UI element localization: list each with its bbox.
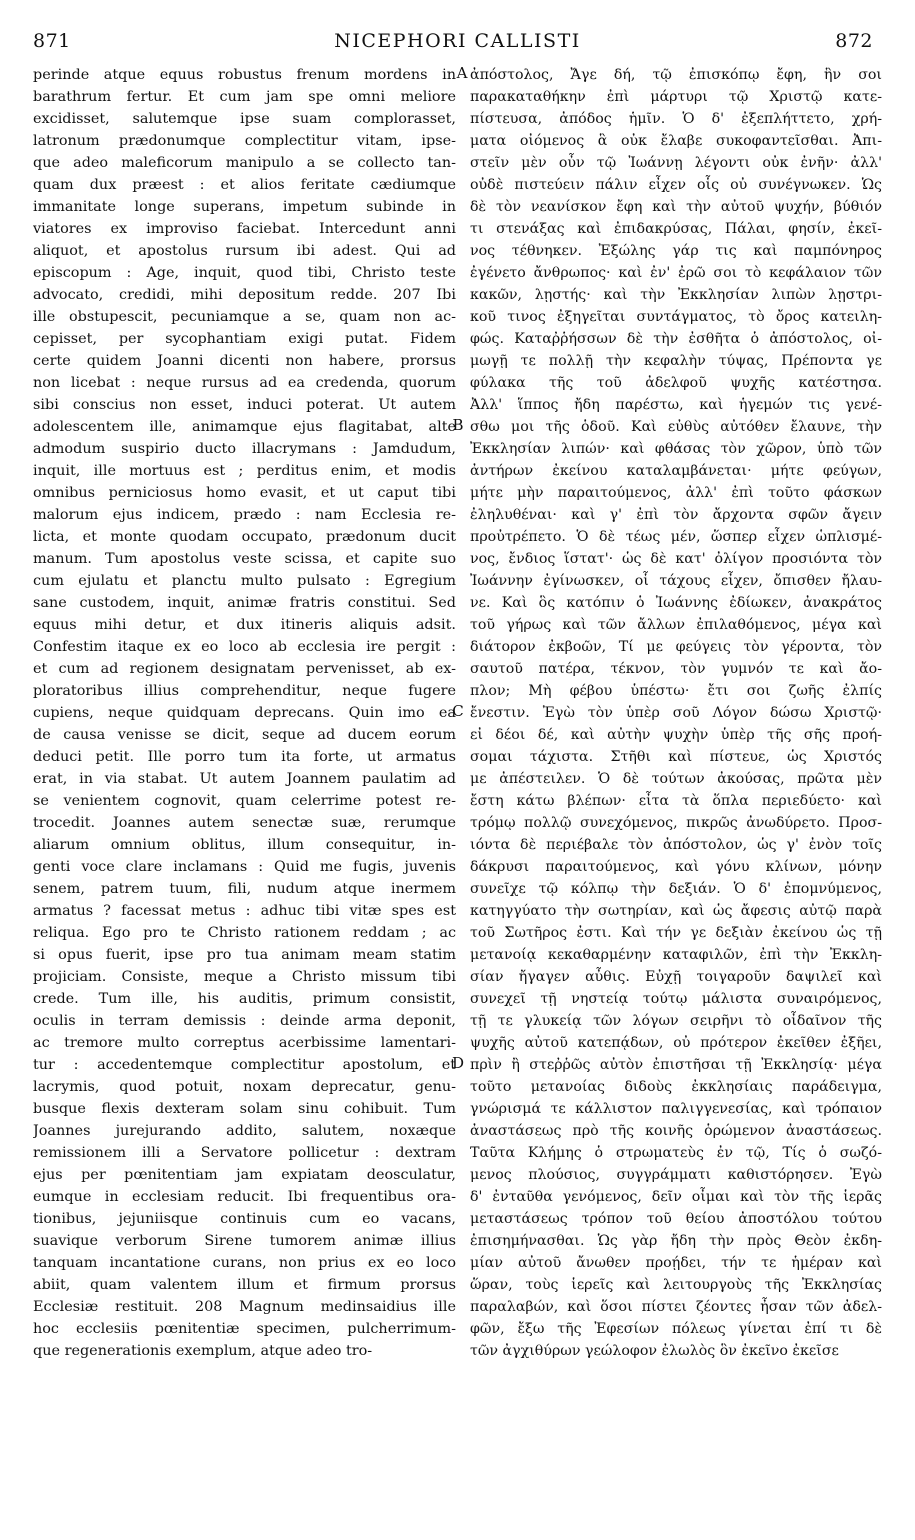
latin-text-line: crede. Tum ille, his auditis, primum consistit, — [33, 991, 456, 1007]
latin-text-line: Joannes jurejurando addito, salutem, noxæque — [33, 1123, 456, 1139]
margin-marker-a: A — [456, 64, 468, 82]
latin-text-line: advocato, credidi, mihi depositum redde. 207 Ibi — [33, 287, 456, 303]
greek-text-line: ὥραν, τοὺς ἱερεῖς καὶ λειτουργοὺς τῆς Ἐκκλησίας — [470, 1277, 882, 1293]
greek-text-line: φώς. Καταῤῥήσσων δὲ τὴν ἐσθῆτα ὁ ἀπόστολος, οἰ- — [470, 331, 882, 347]
page-number-left: 871 — [33, 30, 71, 52]
greek-text-line: κατηγγύατο τὴν σωτηρίαν, καὶ ὡς ἄφεσις αὐτῷ παρὰ — [470, 903, 882, 919]
greek-text-line: μετανοίᾳ κεκαθαρμένην καταφιλῶν, ἐπὶ τὴν Ἐκκλη- — [470, 947, 882, 963]
greek-text-line: ψυχῆς αὐτοῦ κατεπᾴδων, οὐ πρότερον ἐκεῖθεν ἐξῆει, — [470, 1035, 882, 1051]
latin-text-line: deduci petit. Ille porro tum ita forte, ut armatus — [33, 749, 456, 765]
greek-text-line: τοῦ γήρως καὶ τῶν ἄλλων ἐπιλαθόμενος, μέγα καὶ — [470, 617, 882, 633]
latin-text-line: tanquam incantatione curans, non prius ex eo loco — [33, 1255, 456, 1271]
greek-text-line: ματα οἰόμενος ἃ οὐκ ἔλαβε συκοφαντεῖσθαι. Ἀπι- — [470, 133, 882, 149]
latin-text-line: si opus fuerit, ipse pro tua animam meam statim — [33, 947, 456, 963]
latin-text-line: tionibus, jejuniisque continuis cum eo vacans, — [33, 1211, 456, 1227]
latin-column — [33, 64, 456, 1362]
latin-text-line: latronum prædonumque complectitur vitam, ipse- — [33, 133, 456, 149]
latin-text-line: eumque in ecclesiam reducit. Ibi frequentibus ora- — [33, 1189, 456, 1205]
latin-text-line: busque flexis dexteram solam sinu cohibuit. Tum — [33, 1101, 456, 1117]
greek-text-line: μίαν αὐτοῦ ἄνωθεν προῄδει, τήν τε ἡμέραν καὶ — [470, 1255, 882, 1271]
greek-text-line: νος, ἔνδιος ἵστατ'· ὡς δὲ κατ' ὀλίγον προσιόντα τὸν — [470, 551, 882, 567]
latin-text-line: ac tremore multo correptus acerbissime lamentari- — [33, 1035, 456, 1051]
latin-text-line: erat, in via stabat. Ut autem Joannem paulatim ad — [33, 771, 456, 787]
greek-text-line: κακῶν, λῃστής· καὶ τὴν Ἐκκλησίαν λιπὼν λῃστρι- — [470, 287, 882, 303]
greek-text-line: οὐδὲ πιστεύειν πάλιν εἶχεν οἷς οὐ συνέγνωκεν. Ὡς — [470, 177, 882, 193]
greek-text-line: τῇ τε γλυκείᾳ τῶν λόγων σειρῆνι τὸ οἶδαῖνον τῆς — [470, 1013, 882, 1029]
greek-text-line: νε. Καὶ ὃς κατόπιν ὁ Ἰωάννης ἐδίωκεν, ἀνακράτος — [470, 595, 882, 611]
margin-marker-b: B — [452, 416, 464, 434]
greek-text-line: φύλακα τῆς τοῦ ἀδελφοῦ ψυχῆς κατέστησα. — [470, 375, 882, 391]
latin-text-line: projiciam. Consiste, meque a Christo missum tibi — [33, 969, 456, 985]
greek-text-line: φῶν, ἔξω τῆς Ἐφεσίων πόλεως γίνεται ἐπί τι δὲ — [470, 1321, 882, 1337]
greek-text-line: τῶν ἀγχιθύρων γεώλοφον ἐλωλὸς ὃν ἐκεῖνο ἐκεῖσε — [470, 1343, 839, 1359]
latin-text-line: equus mihi detur, et dux itineris aliquis adsit. — [33, 617, 456, 633]
latin-text-line: sibi conscius non esset, induci poterat. Ut autem — [33, 397, 456, 413]
latin-text-line: ploratoribus illius comprehenditur, neque fugere — [33, 683, 456, 699]
latin-text-line: oculis in terram demissis : deinde arma deponit, — [33, 1013, 456, 1029]
greek-text-line: τι στενάξας καὶ ἐπιδακρύσας, Πάλαι, φησίν, ἐκεῖ- — [470, 221, 882, 237]
latin-text-line: trocedit. Joannes autem senectæ suæ, rerumque — [33, 815, 456, 831]
latin-text-line: aliarum omnium oblitus, illum consequitur, in- — [33, 837, 456, 853]
latin-text-line: immanitate longe superans, impetum subinde in — [33, 199, 456, 215]
greek-text-line: Ἐκκλησίαν λιπών· καὶ φθάσας τὸν χῶρον, ὑπὸ τῶν — [470, 441, 882, 457]
latin-text-line: perinde atque equus robustus frenum mordens in — [33, 67, 456, 83]
latin-text-line: se venientem cognovit, quam celerrime potest re- — [33, 793, 456, 809]
greek-column — [470, 64, 882, 1362]
latin-text-line: aliquot, et apostolus rursum ibi adest. Qui ad — [33, 243, 456, 259]
latin-text-line: remissionem illi a Servatore pollicetur : dextram — [33, 1145, 456, 1161]
greek-text-line: μωγῇ τε πολλῇ τὴν κεφαλὴν τύψας, Πρέποντα γε — [470, 353, 882, 369]
greek-text-line: ἀναστάσεως πρὸ τῆς κοινῆς ὁρώμενον ἀναστάσεως. — [470, 1123, 882, 1139]
greek-text-line: εἰ δέοι δέ, καὶ αὐτὴν ψυχὴν ὑπὲρ τῆς σῆς προή- — [470, 727, 882, 743]
greek-text-line: τοῦ Σωτῆρος ἐστι. Καὶ τήν γε δεξιὰν ἐκείνου ὡς τῇ — [470, 925, 882, 941]
latin-text-line: tur : accedentemque complectitur apostolum, et — [33, 1057, 456, 1073]
latin-text-line: non licebat : neque rursus ad ea credenda, quorum — [33, 375, 456, 391]
latin-text-line: malorum ejus indicem, prædo : nam Ecclesia re- — [33, 507, 456, 523]
latin-text-line: ille obstupescit, pecuniamque a se, quam non ac- — [33, 309, 456, 325]
greek-text-line: δ' ἐνταῦθα γενόμενος, δεῖν οἶμαι καὶ τὸν τῆς ἱερᾶς — [470, 1189, 882, 1205]
greek-text-line: πρὶν ἢ στεῤῥῶς αὐτὸν ἐπιστῆσαι τῇ Ἐκκλησίᾳ· μέγα — [470, 1057, 882, 1073]
latin-text-line: Ecclesiæ restituit. 208 Magnum medinsaidius ille — [33, 1299, 456, 1315]
greek-text-line: ιόντα δὲ περιέβαλε τὸν ἀπόστολον, ὡς γ' ἐνὸν τοῖς — [470, 837, 882, 853]
greek-text-line: σίαν ἤγαγεν αὖθις. Εὐχῇ τοιγαροῦν δαψιλεῖ καὶ — [470, 969, 882, 985]
greek-text-line: συνεχεῖ τῇ νηστείᾳ τούτῳ μάλιστα συναιρόμενος, — [470, 991, 882, 1007]
greek-text-line: προὐτρέπετο. Ὁ δὲ τέως μέν, ὥσπερ εἶχεν ὡπλισμέ- — [470, 529, 882, 545]
greek-text-line: μεταστάσεως τρόπον τοῦ θείου ἀποστόλου τούτου — [470, 1211, 882, 1227]
latin-text-line: senem, patrem tuum, fili, nudum atque inermem — [33, 881, 456, 897]
latin-text-line: episcopum : Age, inquit, quod tibi, Christo teste — [33, 265, 456, 281]
latin-text-line: et cum ad regionem designatam pervenisset, ab ex- — [33, 661, 456, 677]
latin-text-line: ejus per pœnitentiam jam expiatam deosculatur, — [33, 1167, 456, 1183]
greek-text-line: σομαι τάχιστα. Στῆθι καὶ πίστευε, ὡς Χριστός — [470, 749, 882, 765]
latin-text-line: inquit, ille mortuus est ; perditus enim, et modis — [33, 463, 456, 479]
latin-text-line: sane custodem, inquit, animæ fratris constitui. Sed — [33, 595, 456, 611]
greek-text-line: πίστευσα, ἀπόδος ἡμῖν. Ὁ δ' ἐξεπλήττετο, χρή- — [470, 111, 882, 127]
greek-text-line: ἀπόστολος, Ἄγε δή, τῷ ἐπισκόπῳ ἔφη, ἣν σοι — [470, 67, 882, 83]
greek-text-line: στεῖν μὲν οὖν τῷ Ἰωάννῃ λέγοντι οὐκ ἐνῆν· ἀλλ' — [470, 155, 882, 171]
greek-text-line: με ἀπέστειλεν. Ὁ δὲ τούτων ἀκούσας, πρῶτα μὲν — [470, 771, 882, 787]
latin-text-line: omnibus perniciosus homo evasit, et ut caput tibi — [33, 485, 456, 501]
latin-text-line: que regenerationis exemplum, atque adeo tro- — [33, 1343, 373, 1359]
latin-text-line: licta, et monte quodam occupato, prædonum ducit — [33, 529, 456, 545]
margin-marker-c: C — [452, 702, 464, 720]
latin-text-line: suavique verborum Sirene tumorem animæ illius — [33, 1233, 456, 1249]
latin-text-line: cepisset, per sycophantiam exigi putat. Fidem — [33, 331, 456, 347]
greek-text-line: παρακαταθήκην ἐπὶ μάρτυρι τῷ Χριστῷ κατε- — [470, 89, 882, 105]
latin-text-line: reliqua. Ego pro te Christo rationem reddam ; ac — [33, 925, 456, 941]
latin-text-line: lacrymis, quod potuit, noxam deprecatur, genu- — [33, 1079, 456, 1095]
greek-text-line: νος τέθνηκεν. Ἐξώλης γάρ τις καὶ παμπόνηρος — [470, 243, 882, 259]
greek-text-line: Ἀλλ' ἵππος ἤδη παρέστω, καὶ ἡγεμών τις γενέ- — [470, 397, 882, 413]
latin-text-line: hoc ecclesiis pœnitentiæ specimen, pulcherrimum- — [33, 1321, 456, 1337]
latin-text-line: quam dux præest : et alios feritate cædiumque — [33, 177, 456, 193]
greek-text-line: μήτε μὴν παραιτούμενος, ἀλλ' ἐπὶ τοῦτο φάσκων — [470, 485, 882, 501]
greek-text-line: ἀντήρων ἐκείνου καταλαμβάνεται· μήτε φεύγων, — [470, 463, 882, 479]
greek-text-line: τρόμῳ πολλῷ συνεχόμενος, πικρῶς ἀνωδύρετο. Προσ- — [470, 815, 882, 831]
latin-text-line: certe quidem Joanni dicenti non habere, prorsus — [33, 353, 456, 369]
latin-text-line: que adeo maleficorum manipulo a se collecto tan- — [33, 155, 456, 171]
greek-text-line: σαυτοῦ πατέρα, τέκνον, τὸν γυμνόν τε καὶ ἄο- — [470, 661, 882, 677]
greek-text-line: παραλαβών, καὶ ὅσοι πίστει ζέοντες ἦσαν τῶν ἀδελ- — [470, 1299, 882, 1315]
latin-text-line: cupiens, neque quidquam deprecans. Quin imo ea — [33, 705, 456, 721]
greek-text-line: συνεῖχε τῷ κόλπῳ τὴν δεξιάν. Ὁ δ' ἐπομνύμενος, — [470, 881, 882, 897]
latin-text-line: excidisset, salutemque ipse suam complorasset, — [33, 111, 456, 127]
greek-text-line: μενος πλούσιος, συγγράμματι καθιστόρησεν. Ἐγὼ — [470, 1167, 882, 1183]
margin-marker-d: D — [451, 1054, 465, 1072]
greek-text-line: διάτορον ἐκβοῶν, Τί με φεύγεις τὸν γέροντα, τὸν — [470, 639, 882, 655]
latin-text-line: de causa venisse se dicit, seque ad ducem eorum — [33, 727, 456, 743]
greek-text-line: Ἰωάννην ἐγίνωσκεν, οἷ τάχους εἶχεν, ὄπισθεν ἤλαυ- — [470, 573, 882, 589]
latin-text-line: adolescentem ille, animamque ejus flagitabat, alte — [33, 419, 456, 435]
latin-text-line: viatores ex improviso faciebat. Intercedunt anni — [33, 221, 456, 237]
running-title: NICEPHORI CALLISTI — [334, 30, 581, 52]
latin-text-line: abiit, quam valentem illum et firmum prorsus — [33, 1277, 456, 1293]
latin-text-line: admodum suspirio ducto illacrymans : Jamdudum, — [33, 441, 456, 457]
latin-text-line: manum. Tum apostolus veste scissa, et capite suo — [33, 551, 456, 567]
greek-text-line: Ταῦτα Κλήμης ὁ στρωματεὺς ἐν τῷ, Τίς ὁ σωζό- — [470, 1145, 882, 1161]
greek-text-line: ἐπισημήνασθαι. Ὡς γὰρ ἤδη τὴν πρὸς Θεὸν ἐκδη- — [470, 1233, 882, 1249]
greek-text-line: γνώρισμά τε κάλλιστον παλιγγενεσίας, καὶ τρόπαιον — [470, 1101, 882, 1117]
greek-text-line: ἔνεστιν. Ἐγὼ τὸν ὑπὲρ σοῦ Λόγον δώσω Χριστῷ· — [470, 705, 882, 721]
latin-text-line: genti voce clare inclamans : Quid me fugis, juvenis — [33, 859, 456, 875]
greek-text-line: τοῦτο μετανοίας διδοὺς ἐκκλησίαις παράδειγμα, — [470, 1079, 882, 1095]
greek-text-line: δάκρυσι παραιτούμενος, καὶ γόνυ κλίνων, μόνην — [470, 859, 882, 875]
greek-text-line: κοῦ τινος ἐξηγεῖται συντάγματος, τὸ ὄρος κατειλη- — [470, 309, 882, 325]
greek-text-line: πλον; Μὴ φέβου ὑπέστω· ἔτι σοι ζωῆς ἐλπίς — [470, 683, 882, 699]
latin-text-line: barathrum fertur. Et cum jam spe omni meliore — [33, 89, 456, 105]
page-number-right: 872 — [835, 30, 873, 52]
latin-text-line: armatus ? facessat metus : adhuc tibi vitæ spes est — [33, 903, 456, 919]
greek-text-line: ἐγένετο ἄνθρωπος· καὶ ἐν' ἐρῶ σοι τὸ κεφάλαιον τῶν — [470, 265, 882, 281]
greek-text-line: ἔστη κάτω βλέπων· εἶτα τὰ ὅπλα περιεδύετο· καὶ — [470, 793, 882, 809]
greek-text-line: ἐληλυθέναι· καὶ γ' ἐπὶ τὸν ἄρχοντα σφῶν ἄγειν — [470, 507, 882, 523]
greek-text-line: δὲ τὸν νεανίσκον ἔφη καὶ τὴν αὐτοῦ ψυχήν, βύθιόν — [470, 199, 882, 215]
greek-text-line: σθω μοι τῆς ὁδοῦ. Καὶ εὐθὺς αὐτόθεν ἔλαυνε, τὴν — [470, 419, 882, 435]
latin-text-line: cum ejulatu et planctu multo pulsato : Egregium — [33, 573, 456, 589]
latin-text-line: Confestim itaque ex eo loco ab ecclesia ire pergit : — [33, 639, 456, 655]
